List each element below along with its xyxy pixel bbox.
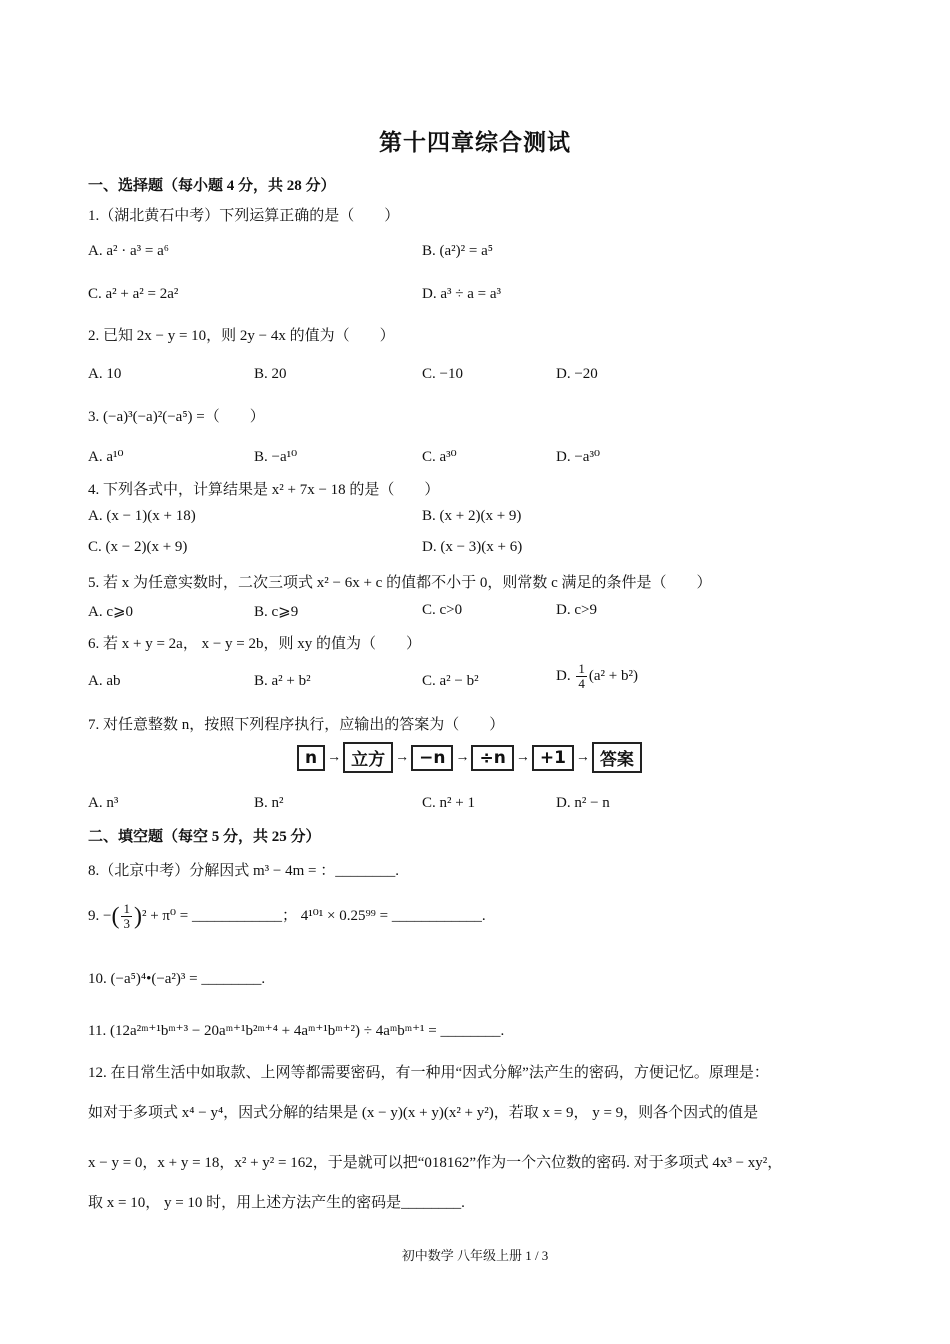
section-heading-fill-in: 二、填空题（每空 5 分，共 25 分） [88, 829, 321, 845]
program-flowchart [297, 742, 642, 773]
page-title: 第十四章综合测试 [379, 130, 571, 155]
question-8: 8.（北京中考）分解因式 m³ − 4m = ：________. [88, 863, 400, 879]
q9-rest: ² + π⁰ = ____________； 4¹⁰¹ × 0.25⁹⁹ = ____________. [141, 908, 486, 925]
q2-option-b: B. 20 [254, 366, 287, 382]
q6-option-d [556, 662, 638, 692]
q1-option-d: D. a³ ÷ a = a³ [422, 286, 501, 302]
q6-option-d-label: D. [556, 668, 571, 685]
q5-option-c: C. c>0 [422, 602, 463, 618]
arrow-right-icon: → [455, 749, 470, 765]
fraction-one-quarter [576, 662, 587, 692]
q7-option-b: B. n² [254, 795, 284, 811]
q6-option-b: B. a² + b² [254, 673, 311, 689]
question-12-line-3: x − y = 0，x + y = 18，x² + y² = 162，于是就可以把“018162”作为一个六位数的密码. 对于多项式 4x³ − xy²， [88, 1155, 783, 1171]
arrow-right-icon: → [395, 749, 410, 765]
q1-option-a: A. a² · a³ = a⁶ [88, 243, 169, 259]
q4-option-d: D. (x − 3)(x + 6) [422, 539, 523, 555]
q5-option-b: B. c⩾9 [254, 604, 299, 620]
q4-option-c: C. (x − 2)(x + 9) [88, 539, 188, 555]
question-6-stem: 6. 若 x + y = 2a， x − y = 2b，则 xy 的值为（ ） [88, 636, 421, 652]
question-11: 11. (12a²ᵐ⁺¹bᵐ⁺³ − 20aᵐ⁺¹b²ᵐ⁺⁴ + 4aᵐ⁺¹bᵐ⁺²) ÷ 4aᵐbᵐ⁺¹ = ________. [88, 1023, 505, 1039]
page-footer: 初中数学 八年级上册 1 / 3 [401, 1248, 549, 1263]
q7-option-c: C. n² + 1 [422, 795, 475, 811]
q1-option-b: B. (a²)² = a⁵ [422, 243, 493, 259]
question-12-line-1: 12. 在日常生活中如取款、上网等都需要密码，有一种用“因式分解”法产生的密码，方便记忆。原理是： [88, 1065, 769, 1081]
q4-option-b: B. (x + 2)(x + 9) [422, 508, 522, 524]
q6-option-a: A. ab [88, 673, 121, 689]
q7-option-a: A. n³ [88, 795, 119, 811]
question-9: 9. −( $\frac{1}{3}$ )² + π⁰ = ____________； 4¹⁰¹ × 0.25⁹⁹ = ____________. [88, 901, 486, 932]
q4-option-a: A. (x − 1)(x + 18) [88, 508, 196, 524]
q3-option-a: A. a¹⁰ [88, 449, 124, 465]
q2-option-d: D. −20 [556, 366, 598, 382]
fraction-numerator: 1 [123, 901, 130, 916]
question-7-stem: 7. 对任意整数 n，按照下列程序执行，应输出的答案为（ ） [88, 717, 505, 733]
arrow-right-icon: → [575, 749, 590, 765]
question-5-stem: 5. 若 x 为任意实数时，二次三项式 x² − 6x + c 的值都不小于 0，则常数 c 满足的条件是（ ） [88, 575, 712, 591]
q2-option-a: A. 10 [88, 366, 122, 382]
q3-option-b: B. −a¹⁰ [254, 449, 298, 465]
q3-option-c: C. a³⁰ [422, 449, 457, 465]
q7-option-d: D. n² − n [556, 795, 610, 811]
q9-prefix: 9. − [88, 908, 112, 925]
q2-option-c: C. −10 [422, 366, 463, 382]
flow-box-divide-n: ÷n [471, 745, 513, 771]
q1-option-c: C. a² + a² = 2a² [88, 286, 179, 302]
q3-option-d: D. −a³⁰ [556, 449, 600, 465]
q5-option-a: A. c⩾0 [88, 604, 134, 620]
question-12-line-2: 如对于多项式 x⁴ − y⁴，因式分解的结果是 (x − y)(x + y)(x² + y²)，若取 x = 9， y = 9，则各个因式的值是 [88, 1105, 759, 1121]
fraction-numerator: 1 [578, 661, 585, 676]
q5-option-d: D. c>9 [556, 602, 597, 618]
flow-box-input: n [297, 745, 325, 771]
question-10: 10. (−a⁵)⁴•(−a²)³ = ________. [88, 971, 266, 987]
question-4-stem: 4. 下列各式中，计算结果是 x² + 7x − 18 的是（ ） [88, 482, 440, 498]
question-3-stem: 3. (−a)³(−a)²(−a⁵) =（ ） [88, 409, 265, 425]
question-1-stem: 1.（湖北黄石中考）下列运算正确的是（ ） [88, 208, 400, 224]
arrow-right-icon: → [515, 749, 530, 765]
fraction-one-third [121, 902, 132, 932]
flow-box-cube: 立方 [343, 742, 393, 773]
flow-box-plus-one: +1 [532, 745, 574, 771]
fraction-denominator: 3 [123, 916, 130, 932]
q6-option-d-expression: (a² + b²) [588, 668, 638, 685]
flow-box-answer: 答案 [592, 742, 642, 773]
question-2-stem: 2. 已知 2x − y = 10，则 2y − 4x 的值为（ ） [88, 328, 395, 344]
section-heading-choice: 一、选择题（每小题 4 分，共 28 分） [88, 178, 336, 194]
q6-option-c: C. a² − b² [422, 673, 479, 689]
arrow-right-icon: → [327, 749, 342, 765]
flow-box-minus-n: −n [411, 745, 453, 771]
question-12-line-4: 取 x = 10， y = 10 时，用上述方法产生的密码是________. [88, 1195, 465, 1211]
fraction-denominator: 4 [578, 676, 585, 692]
